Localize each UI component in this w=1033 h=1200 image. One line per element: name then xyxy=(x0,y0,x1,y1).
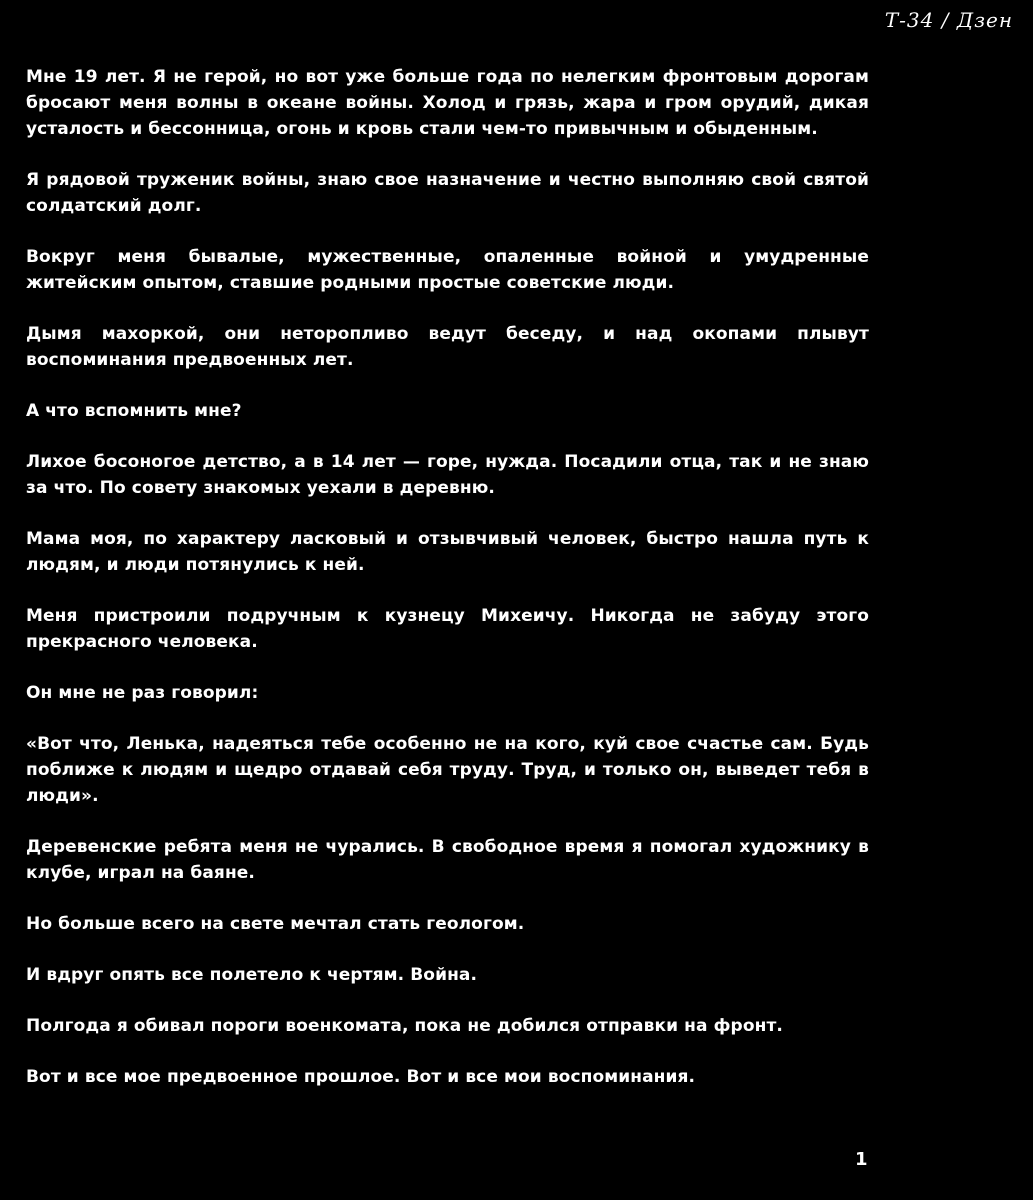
paragraph: Лихое босоногое детство, а в 14 лет — горе, нужда. Посадили отца, так и не знаю за что. По совету знакомых уехали в деревню. xyxy=(26,452,869,498)
paragraph: Дымя махоркой, они неторопливо ведут беседу, и над окопами плывут воспоминания предвоенных лет. xyxy=(26,324,869,370)
paragraph: Я рядовой труженик войны, знаю свое назначение и честно выполняю свой святой солдатский долг. xyxy=(26,170,869,216)
header-source-tag: Т-34 / Дзен xyxy=(884,8,1013,32)
paragraph: И вдруг опять все полетело к чертям. Война. xyxy=(26,965,478,985)
page-number: 1 xyxy=(855,1149,868,1170)
paragraph: Полгода я обивал пороги военкомата, пока не добился отправки на фронт. xyxy=(26,1016,783,1036)
paragraph: Он мне не раз говорил: xyxy=(26,683,259,703)
paragraph: Меня пристроили подручным к кузнецу Михеичу. Никогда не забуду этого прекрасного человека. xyxy=(26,606,869,652)
paragraph: «Вот что, Ленька, надеяться тебе особенно не на кого, куй свое счастье сам. Будь поближе к людям и щедро отдавай себя труду. Труд, и только он, выведет тебя в люди». xyxy=(26,734,869,806)
paragraph: Вот и все мое предвоенное прошлое. Вот и все мои воспоминания. xyxy=(26,1067,696,1087)
paragraph: А что вспомнить мне? xyxy=(26,401,242,421)
paragraph: Вокруг меня бывалые, мужественные, опаленные войной и умудренные житейским опытом, ставшие родными простые советские люди. xyxy=(26,247,869,293)
story-text xyxy=(26,64,869,1115)
paragraph: Деревенские ребята меня не чурались. В свободное время я помогал художнику в клубе, играл на баяне. xyxy=(26,837,869,883)
paragraph: Мама моя, по характеру ласковый и отзывчивый человек, быстро нашла путь к людям, и люди потянулись к ней. xyxy=(26,529,869,575)
paragraph: Мне 19 лет. Я не герой, но вот уже больше года по нелегким фронтовым дорогам бросают меня волны в океане войны. Холод и грязь, жара и гром орудий, дикая усталость и бессонница, огонь и кровь стали чем-то привычным и обыденным. xyxy=(26,67,869,139)
paragraph: Но больше всего на свете мечтал стать геологом. xyxy=(26,914,525,934)
